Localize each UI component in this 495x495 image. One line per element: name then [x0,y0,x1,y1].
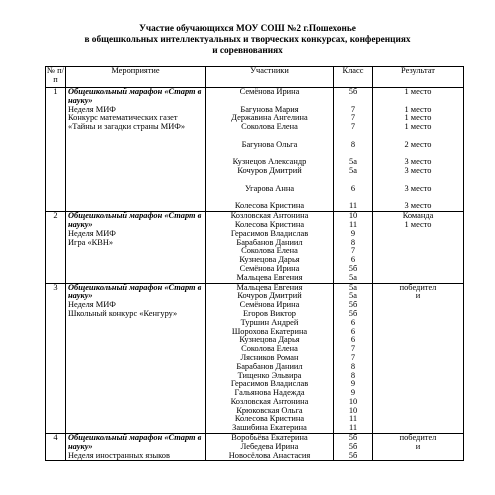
participant-name: Козловская Антонина [230,397,309,406]
event-line: Конкурс математических газет [68,114,178,123]
result-value [374,345,462,354]
participant-cell [206,434,334,461]
event-cell [66,88,206,212]
result-value [374,256,462,265]
grade-cell [334,212,373,283]
result-value [374,380,462,389]
result-value: 1 место [404,123,432,132]
grade-value: 7 [350,247,356,256]
grade-value: 7 [350,114,356,123]
grade-value: 5а [349,273,357,282]
grade-value: 5б [348,301,358,310]
participant-name: Барабанов Даниил [236,362,303,371]
grade-value: 5а [349,283,357,292]
result-value: 1 место [404,88,432,96]
participant-cell [206,88,334,212]
participant-name [207,132,332,141]
header-num: № п/п [46,67,66,88]
participant-name: Шорохова Екатерина [231,327,308,336]
grade-value: 11 [348,220,358,229]
grade-value: 9 [350,389,356,398]
grade-value: 11 [348,415,358,424]
result-value [374,97,462,106]
participant-name: Соколова Елена [241,345,298,354]
result-value [374,407,462,416]
participant-name: Колесова Кристина [234,202,305,211]
participant-name: Мальцева Евгения [236,273,303,282]
grade-value: 6 [350,184,356,193]
grade-value: 10 [348,212,358,221]
grade-value: 11 [348,424,358,433]
result-value [374,389,462,398]
grade-value: 10 [348,397,358,406]
participant-name: Мальцева Евгения [236,283,303,292]
participant-name: Лебедева Ирина [240,442,299,451]
table-row [46,283,464,434]
row-number: 2 [46,212,66,283]
result-value [374,452,462,461]
result-value: Команда [402,212,434,221]
participant-name: Гальянова Надежда [234,389,305,398]
participant-name: Кочуров Дмитрий [237,292,302,301]
result-value [374,398,462,407]
event-line: Общешкольный марафон «Старт в [68,212,202,221]
event-line: науку» [68,442,93,451]
table-row [46,212,464,283]
event-line: науку» [68,96,93,105]
event-line: Неделя иностранных языков [68,451,170,460]
grade-value: 5б [348,88,358,96]
row-number: 4 [46,434,66,461]
grade-value: 7 [350,105,356,114]
participant-name: Семёнова Ирина [239,301,300,310]
participant-name: Герасимов Владислав [230,229,309,238]
participant-name: Колесова Кристина [234,220,305,229]
result-value [374,363,462,372]
result-cell [373,434,464,461]
grade-value: 9 [350,380,356,389]
participant-name: Барабанов Даниил [236,238,303,247]
participant-name: Кузнецов Александр [232,158,307,167]
table-body [46,88,464,461]
event-line: Школьный конкурс «Кенгуру» [68,309,178,318]
grade-value: 11 [348,202,358,211]
participant-name: Багунова Ольга [241,140,298,149]
result-cell [373,88,464,212]
grade-value: 7 [350,123,356,132]
title-line-3: и соревнованиях [212,46,283,56]
participant-name: Соколова Елена [241,247,298,256]
result-value [374,372,462,381]
grade-value: 8 [350,140,356,149]
participant-name: Семёнова Ирина [239,264,300,273]
grade-value: 5а [349,292,357,301]
result-value [374,415,462,424]
result-value: 3 место [404,158,432,167]
participant-name: Кузнецова Дарья [239,336,300,345]
participant-name: Зашибина Екатерина [232,424,307,433]
participant-name: Тищенко Эльвира [237,371,302,380]
result-value: 1 место [404,220,432,229]
result-value: победител [399,283,437,292]
grade-value: 5б [348,309,358,318]
header-event: Мероприятие [66,67,206,88]
grade-value: 6 [350,318,356,327]
participant-name: Новосёлова Анастасия [228,451,311,460]
participant-name: Кузнецова Дарья [239,256,300,265]
header-grade: Класс [334,67,373,88]
result-value [374,424,462,433]
grade-value: 6 [350,336,356,345]
result-value [374,301,462,310]
event-line: Неделя МИФ [68,105,116,114]
participation-table [45,66,464,461]
participant-name: Лясников Роман [240,353,299,362]
result-value: 1 место [404,105,432,114]
title-line-1: Участие обучающихся МОУ СОШ №2 г.Пошехонье [139,24,356,34]
grade-value: 6 [350,256,356,265]
grade-value: 9 [350,229,356,238]
participant-name: Туршин Андрей [240,318,299,327]
grade-cell [334,283,373,434]
result-value [374,230,462,239]
grade-value: 7 [350,345,356,354]
event-cell [66,434,206,461]
grade-value: 6 [350,327,356,336]
participant-name: Герасимов Владислав [230,380,309,389]
event-line: науку» [68,292,93,301]
participant-name: Угарова Анна [244,184,295,193]
event-line: Общешкольный марафон «Старт в [68,88,202,96]
participant-name [207,176,332,185]
grade-value: 8 [350,371,356,380]
result-value: и [415,292,421,301]
grade-value: 7 [350,353,356,362]
participant-name: Семёнова Ирина [239,88,300,96]
grade-value: 10 [348,406,358,415]
grade-value [335,132,371,141]
grade-value: 5б [348,434,358,443]
event-line: Игра «КВН» [68,238,114,247]
result-value [374,239,462,248]
event-line: Неделя МИФ [68,301,116,310]
grade-value: 8 [350,238,356,247]
grade-value: 5б [348,264,358,273]
result-value: 3 место [404,184,432,193]
event-cell [66,212,206,283]
grade-cell [334,434,373,461]
event-line: Общешкольный марафон «Старт в [68,283,202,292]
result-cell [373,212,464,283]
participant-name: Воробьёва Екатерина [231,434,308,443]
grade-value [335,97,371,106]
row-number: 1 [46,88,66,212]
event-cell [66,283,206,434]
participant-name [207,150,332,159]
result-value [374,194,462,203]
result-value [374,274,462,283]
result-value [374,328,462,337]
grade-value: 5а [349,158,357,167]
document-title [0,24,495,57]
participant-cell [206,212,334,283]
result-value: 2 место [404,140,432,149]
result-value: 1 место [404,114,432,123]
participant-name: Козловская Антонина [230,212,309,221]
row-number: 3 [46,283,66,434]
result-value [374,265,462,274]
participant-name: Егоров Виктор [243,309,296,318]
grade-value: 5б [348,442,358,451]
result-value: победител [399,434,437,443]
table-row [46,88,464,212]
result-value [374,354,462,363]
grade-cell [334,88,373,212]
grade-value: 5б [348,451,358,460]
result-cell [373,283,464,434]
header-participants: Участники [206,67,334,88]
result-value: 3 место [404,167,432,176]
result-value [374,310,462,319]
participant-name: Державина Ангелина [231,114,308,123]
result-value: 3 место [404,202,432,211]
result-value: и [415,442,421,451]
participant-name: Багунова Мария [240,105,299,114]
header-result: Результат [373,67,464,88]
result-value [374,176,462,185]
event-line: «Тайны и загадки страны МИФ» [68,123,186,132]
participant-name: Кочуров Дмитрий [237,167,302,176]
result-value [374,132,462,141]
grade-value [335,194,371,203]
participant-name [207,194,332,203]
grade-value: 5а [349,167,357,176]
result-value [374,336,462,345]
participant-name: Соколова Елена [241,123,298,132]
event-line: Общешкольный марафон «Старт в [68,434,202,443]
participant-name: Крюковская Ольга [236,406,303,415]
event-line: Неделя МИФ [68,229,116,238]
grade-value [335,176,371,185]
result-value [374,150,462,159]
participant-name: Колесова Кристина [234,415,305,424]
grade-value: 8 [350,362,356,371]
event-line: науку» [68,220,93,229]
result-value [374,247,462,256]
grade-value [335,150,371,159]
table-header-row [46,67,464,88]
table-row [46,434,464,461]
participant-name [207,97,332,106]
participant-cell [206,283,334,434]
title-line-2: в общешкольных интеллектуальных и творческих конкурсах, конференциях [84,35,411,45]
result-value [374,319,462,328]
